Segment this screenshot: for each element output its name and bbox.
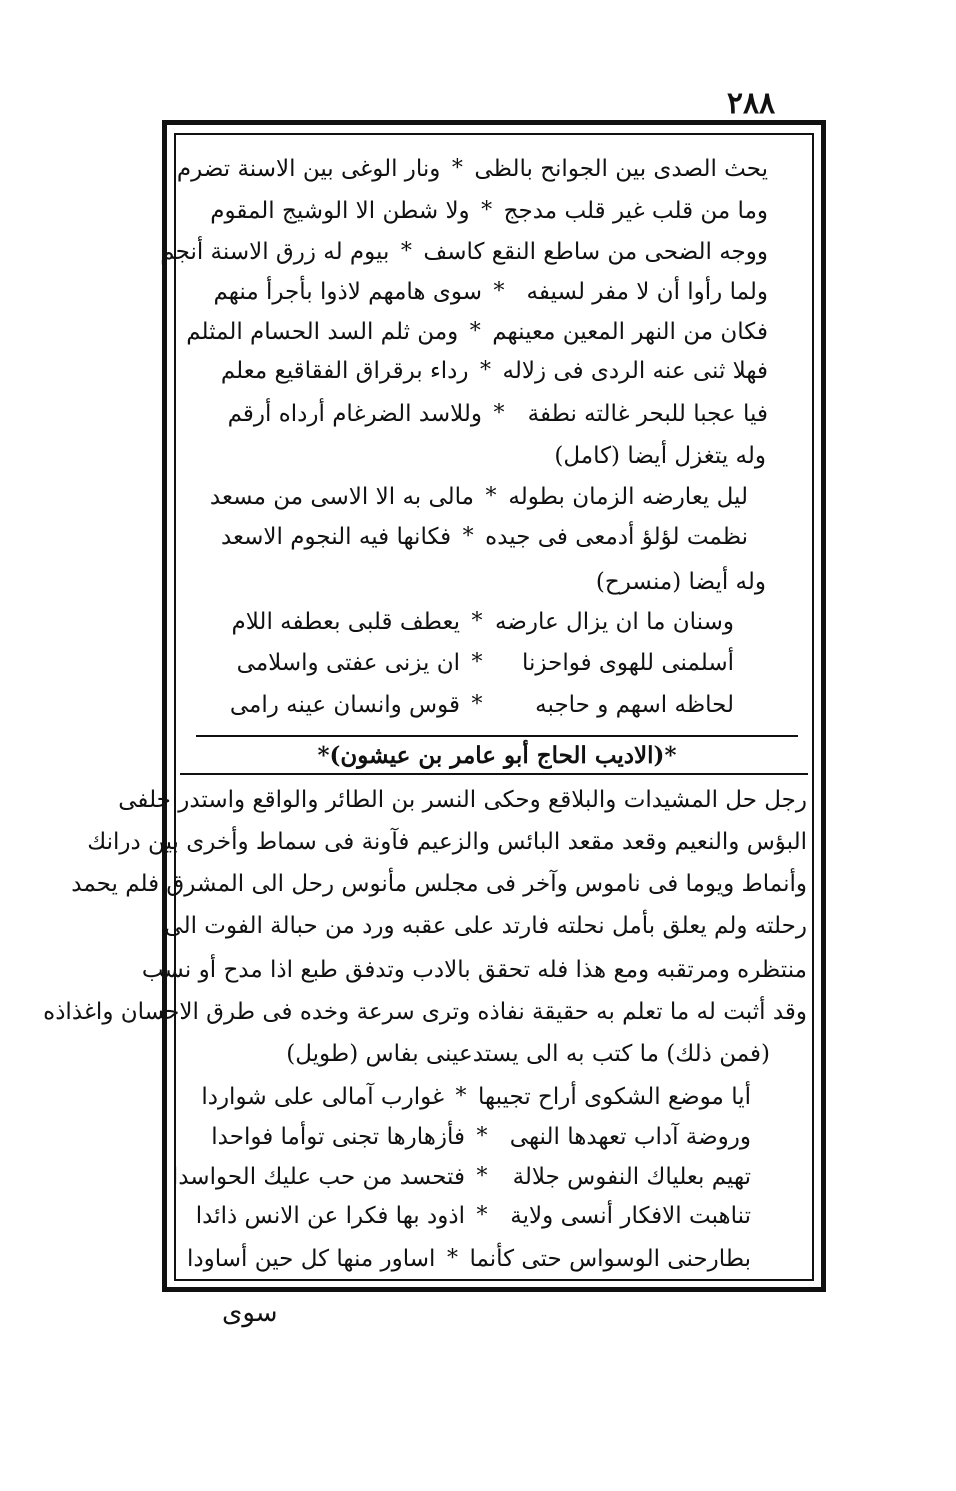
hemistich-right: فيا عجبا للبحر غالته نطفة bbox=[527, 401, 768, 427]
hemistich-right: فكان من النهر المعين معينهم bbox=[492, 319, 768, 345]
verse-separator: * bbox=[462, 524, 474, 549]
hemistich-right: بطارحنى الوسواس حتى كأنما bbox=[469, 1246, 751, 1272]
hemistich-left: قوس وانسان عينه رامى bbox=[229, 692, 460, 718]
prose-line: وأنماط ويوما فى ناموس وآخر فى مجلس مأنوس رحل الى المشرق فلم يحمد bbox=[71, 871, 807, 897]
verse-separator: * bbox=[476, 1164, 488, 1189]
hemistich-right: ليل يعارضه الزمان بطوله bbox=[508, 484, 748, 510]
verse-separator: * bbox=[400, 239, 412, 264]
verse-separator: * bbox=[455, 1084, 467, 1109]
poem-line bbox=[187, 1240, 751, 1278]
verse-separator: * bbox=[471, 650, 483, 675]
poem-line bbox=[214, 603, 734, 641]
hemistich-right: ولما رأوا أن لا مفر لسيفه bbox=[526, 279, 768, 305]
hemistich-left: ومن ثلم السد الحسام المثلم bbox=[186, 319, 459, 345]
poem-heading: وله أيضا (منسرح) bbox=[595, 569, 766, 595]
hemistich-left: مالى به الا الاسى من مسعد bbox=[209, 484, 474, 510]
poem-line bbox=[208, 352, 768, 390]
hemistich-left: غوارب آمالى على شواردا bbox=[201, 1084, 444, 1110]
hemistich-right: أسلمنى للهوى فواحزنا bbox=[522, 650, 734, 676]
hemistich-right: ووجه الضحى من ساطع النقع كاسف bbox=[423, 239, 768, 265]
poem-line bbox=[188, 478, 748, 516]
prose-line: وقد أثبت له ما تعلم به حقيقة نفاذه وترى سرعة وخده فى طرق الاحسان واغذاذه bbox=[43, 999, 807, 1025]
page-number: ٢٨٨ bbox=[726, 86, 776, 121]
hemistich-right: نظمت لؤلؤ أدمعى فى جيده bbox=[485, 524, 748, 550]
catchword: سوى bbox=[222, 1298, 278, 1328]
hemistich-left: اذود بها فكرا عن الانس ذائدا bbox=[195, 1203, 465, 1229]
poem-line bbox=[214, 686, 734, 724]
verse-separator: * bbox=[493, 401, 505, 426]
hemistich-left: ان يزنى عفتى واسلامى bbox=[236, 650, 460, 676]
hemistich-left: ولا شطن الا الوشيج المقوم bbox=[210, 198, 470, 224]
verse-separator: * bbox=[446, 1246, 458, 1271]
verse-separator: * bbox=[471, 692, 483, 717]
poem-line bbox=[208, 273, 768, 311]
poem-heading: (فمن ذلك) ما كتب به الى يستدعينى بفاس (طويل) bbox=[286, 1041, 770, 1067]
poem-line bbox=[160, 233, 768, 271]
section-title: *(الاديب الحاج أبو عامر بن عيشون)* bbox=[317, 742, 677, 769]
verse-separator: * bbox=[480, 358, 492, 383]
prose-line: البؤس والنعيم وقعد مقعد البائس والزعيم فآونة فى سماط وأخرى بين درانك bbox=[87, 829, 807, 855]
hemistich-right: تهيم بعلياك النفوس جلالة bbox=[512, 1164, 751, 1190]
verse-separator: * bbox=[476, 1203, 488, 1228]
poem-line bbox=[176, 150, 768, 188]
poem-line bbox=[208, 395, 768, 433]
verse-separator: * bbox=[469, 319, 481, 344]
hemistich-right: أيا موضع الشكوى أراح تجيبها bbox=[478, 1084, 751, 1110]
poem-line bbox=[195, 1197, 751, 1235]
verse-separator: * bbox=[451, 156, 463, 181]
hemistich-left: بيوم له زرق الاسنة أنجم bbox=[160, 239, 390, 265]
poem-line bbox=[214, 644, 734, 682]
poem-line bbox=[186, 313, 768, 351]
verse-separator: * bbox=[476, 1124, 488, 1149]
hemistich-right: يحث الصدى بين الجوانح بالظى bbox=[474, 156, 768, 182]
hemistich-left: ونار الوغى بين الاسنة تضرم bbox=[176, 156, 441, 182]
poem-line bbox=[188, 518, 748, 556]
hemistich-left: فتحسد من حب عليك الحواسدا bbox=[171, 1164, 465, 1190]
hemistich-left: فكانها فيه النجوم الاسعد bbox=[220, 524, 452, 550]
hemistich-left: يعطف قلبى بعطفه اللام bbox=[231, 609, 460, 635]
section-rule-bottom bbox=[180, 773, 808, 775]
hemistich-left: رداء برقراق الفقاقيع معلم bbox=[220, 358, 469, 384]
hemistich-left: وللاسد الضرغام أرداه أرقم bbox=[227, 401, 482, 427]
hemistich-right: وروضة آداب تعهدها النهى bbox=[509, 1124, 751, 1150]
hemistich-left: سوى هامهم لاذوا بأجرأ منهم bbox=[213, 279, 482, 305]
hemistich-right: تناهبت الافكار أنسى ولاية bbox=[510, 1203, 751, 1229]
hemistich-right: لحاظه اسهم و حاجبه bbox=[535, 692, 734, 718]
verse-separator: * bbox=[471, 609, 483, 634]
verse-separator: * bbox=[485, 484, 497, 509]
poem-line bbox=[201, 1078, 751, 1116]
prose-line: منتظره ومرتقبه ومع هذا فله تحقق بالادب وتدفق طبع اذا مدح أو نسب bbox=[141, 957, 807, 983]
poem-line bbox=[208, 192, 768, 230]
hemistich-right: وسنان ما ان يزال عارضه bbox=[495, 609, 734, 635]
hemistich-right: فهلا ثنى عنه الردى فى زلاله bbox=[502, 358, 768, 384]
hemistich-left: اساور منها كل حين أساودا bbox=[187, 1246, 436, 1272]
hemistich-right: وما من قلب غير قلب مدجج bbox=[503, 198, 768, 224]
poem-heading: وله يتغزل أيضا (كامل) bbox=[554, 443, 766, 469]
poem-line bbox=[211, 1118, 751, 1156]
verse-separator: * bbox=[493, 279, 505, 304]
prose-line: رجل حل المشيدات والبلاقع وحكى النسر بن الطائر والواقع واستدر خلفى bbox=[118, 787, 807, 813]
hemistich-left: فأزهارها تجنى توأما فواحدا bbox=[211, 1124, 465, 1150]
prose-line: رحلته ولم يعلق بأمل نحلته فارتد على عقبه ورد من حبالة الفوت الى bbox=[164, 913, 807, 939]
poem-line bbox=[171, 1158, 751, 1196]
verse-separator: * bbox=[481, 198, 493, 223]
